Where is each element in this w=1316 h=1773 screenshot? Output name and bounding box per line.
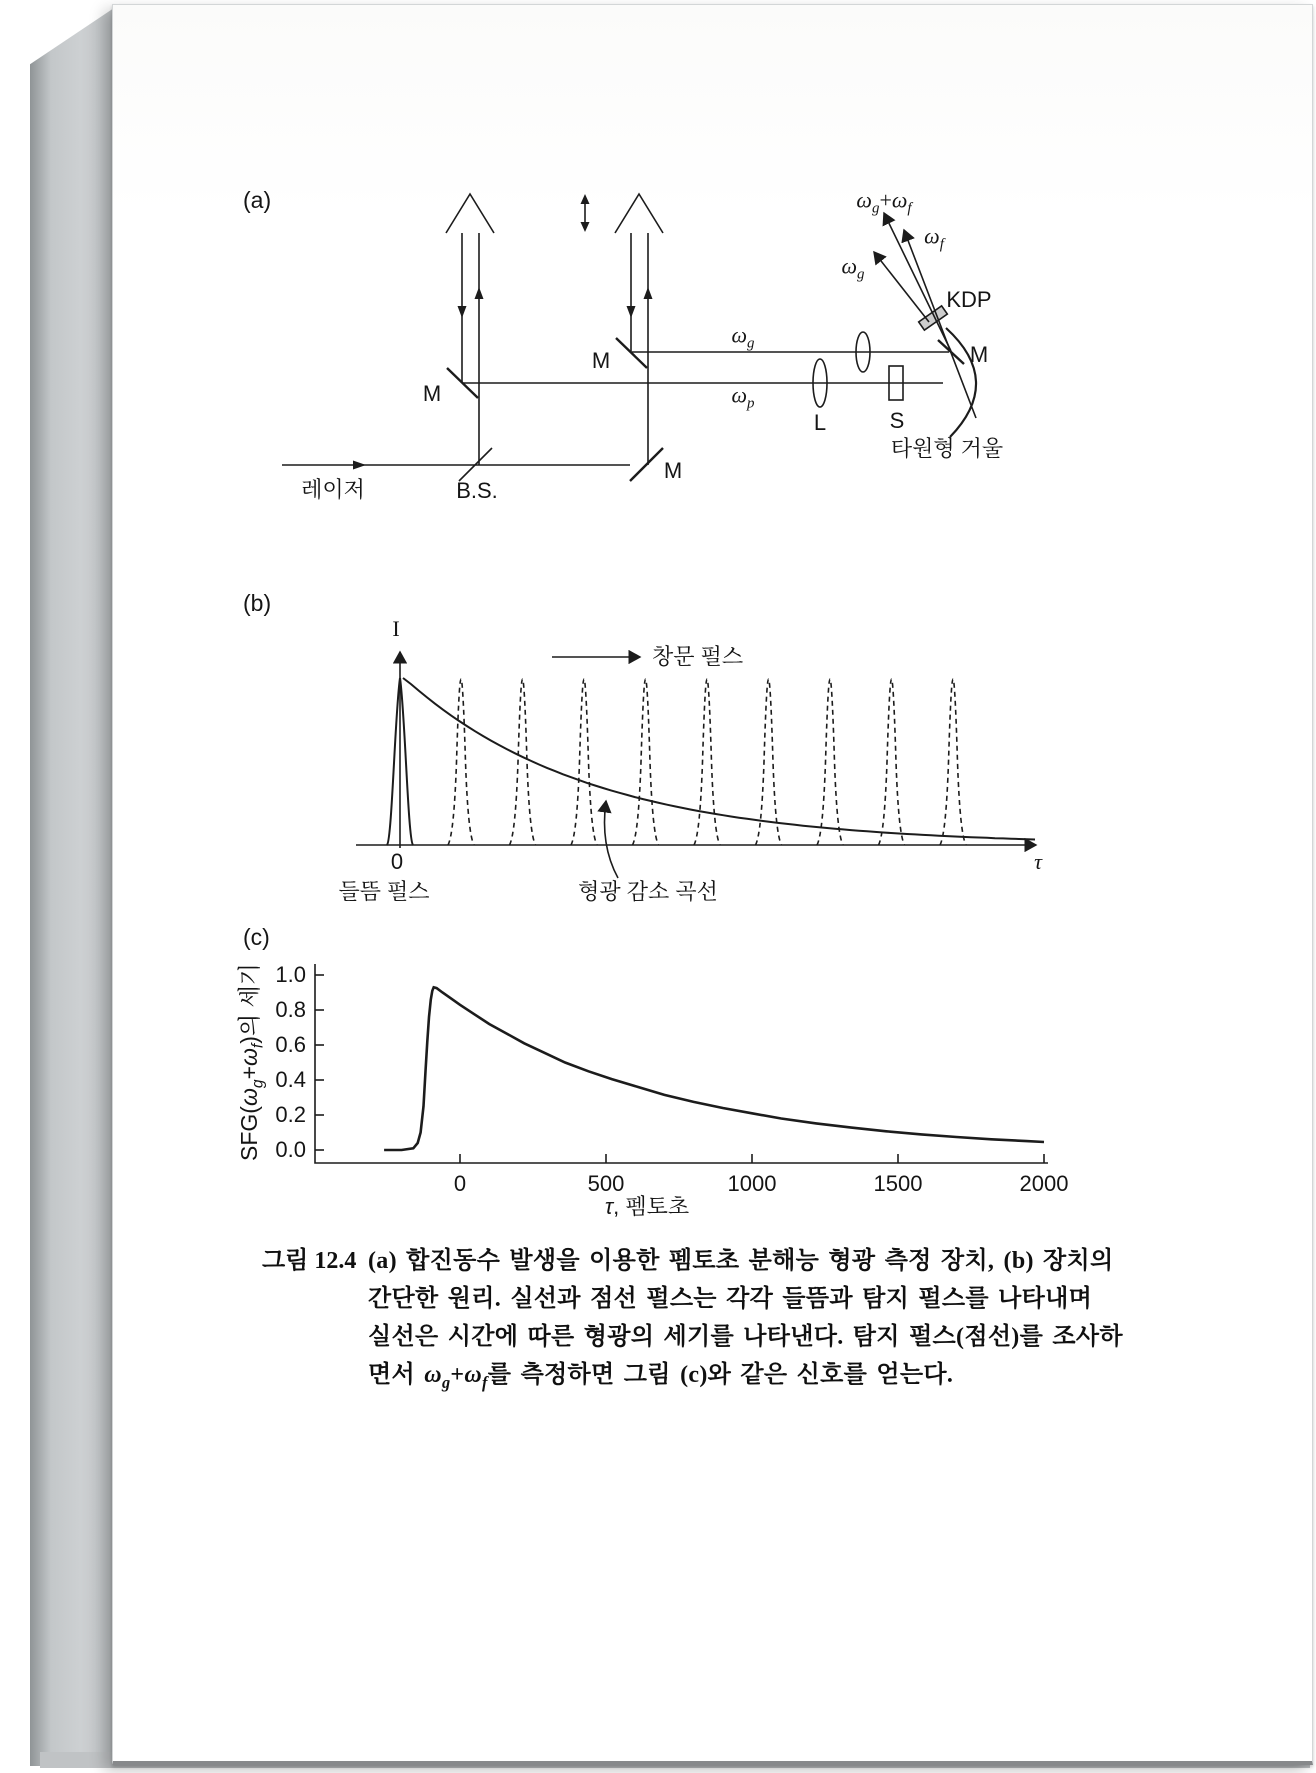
sfg-signal-plot [315, 964, 1048, 1163]
c-xtick-2000: 2000 [1019, 1171, 1069, 1196]
beam-splitter-label: B.S. [456, 478, 498, 503]
caption-line-2: 간단한 원리. 실선과 점선 펄스는 각각 들뜸과 탐지 펄스를 나타내며 [368, 1286, 1093, 1312]
laser-label: 레이저 [301, 477, 365, 502]
omega-f-beam [904, 230, 976, 418]
c-ytick-1-0: 1.0 [275, 962, 306, 987]
tau-axis-label: τ [1034, 849, 1042, 874]
window-pulse-label: 창문 펄스 [652, 644, 744, 669]
omega-f-label: $\omega_f$ [924, 223, 944, 253]
caption-line-4: 면서 $\omega_g+\omega_f$를 측정하면 그림 (c)와 같은 신호를 얻는다. [368, 1362, 954, 1392]
panel-c-tag: (c) [243, 924, 270, 950]
c-xtick-1000: 1000 [727, 1171, 777, 1196]
kdp-label: KDP [946, 287, 992, 312]
mirror-bottom [630, 448, 663, 481]
panel-a-tag: (a) [243, 187, 272, 213]
c-ytick-0-8: 0.8 [275, 997, 306, 1022]
c-xtick-0: 0 [453, 1171, 467, 1196]
mirror-label-arm1: M [422, 381, 442, 406]
decay-label-pointer-arrow [605, 801, 619, 878]
c-xtick-500: 500 [587, 1171, 625, 1196]
pulse-timing-schematic [356, 652, 1036, 878]
excitation-pulse-label: 들뜸 펄스 [338, 879, 430, 904]
panel-b-tag: (b) [243, 590, 272, 616]
sum-frequency-label: $\omega_g+\omega_f$ [856, 187, 912, 217]
c-ytick-0-2: 0.2 [275, 1102, 306, 1127]
sfg-signal-curve [384, 987, 1044, 1150]
kdp-crystal [919, 306, 948, 330]
c-xtick-1500: 1500 [873, 1171, 923, 1196]
elliptical-mirror-label: 타원형 거울 [890, 436, 1004, 461]
origin-label: 0 [390, 849, 404, 874]
fluorescence-decay-curve [403, 678, 1035, 840]
lens-label: L [813, 410, 827, 435]
laser-beam-arrowhead [353, 461, 366, 470]
caption-line-1: (a) 합진동수 발생을 이용한 펨토초 분해능 형광 측정 장치, (b) 장치의 [368, 1248, 1114, 1274]
omega-g-output-label: $\omega_g$ [841, 253, 865, 283]
window-pulses [448, 679, 966, 845]
figure-caption [262, 1242, 1123, 1402]
c-x-axis-label: τ, 펨토초 [604, 1194, 690, 1219]
c-y-axis-label: $SFG(\omega_g+\omega_f)$의 세기 [235, 963, 267, 1161]
c-ytick-0-0: 0.0 [275, 1137, 306, 1162]
mirror-label-top-right: M [969, 342, 989, 367]
decay-curve-label: 형광 감소 곡선 [578, 879, 718, 904]
figure-caption-text [368, 1242, 1123, 1402]
c-x-tick-marks [460, 1154, 1044, 1163]
optical-setup-diagram [282, 194, 976, 481]
sample-label: S [889, 408, 905, 433]
c-ytick-0-4: 0.4 [275, 1067, 306, 1092]
retroreflector-2 [615, 194, 663, 233]
c-ytick-0-6: 0.6 [275, 1032, 306, 1057]
caption-line-3: 실선은 시간에 따른 형광의 세기를 나타낸다. 탐지 펄스(점선)를 조사하 [368, 1324, 1123, 1350]
retroreflector-1 [446, 194, 494, 233]
mirror-label-arm2: M [591, 348, 611, 373]
mirror-label-bottom: M [663, 458, 683, 483]
omega-p-beam-label: $\omega_p$ [731, 382, 755, 412]
figure-caption-number: 그림 12.4 [262, 1248, 357, 1274]
intensity-axis-label: I [392, 616, 400, 641]
omega-g-beam-label: $\omega_g$ [731, 322, 755, 352]
c-y-tick-marks [315, 975, 324, 1150]
